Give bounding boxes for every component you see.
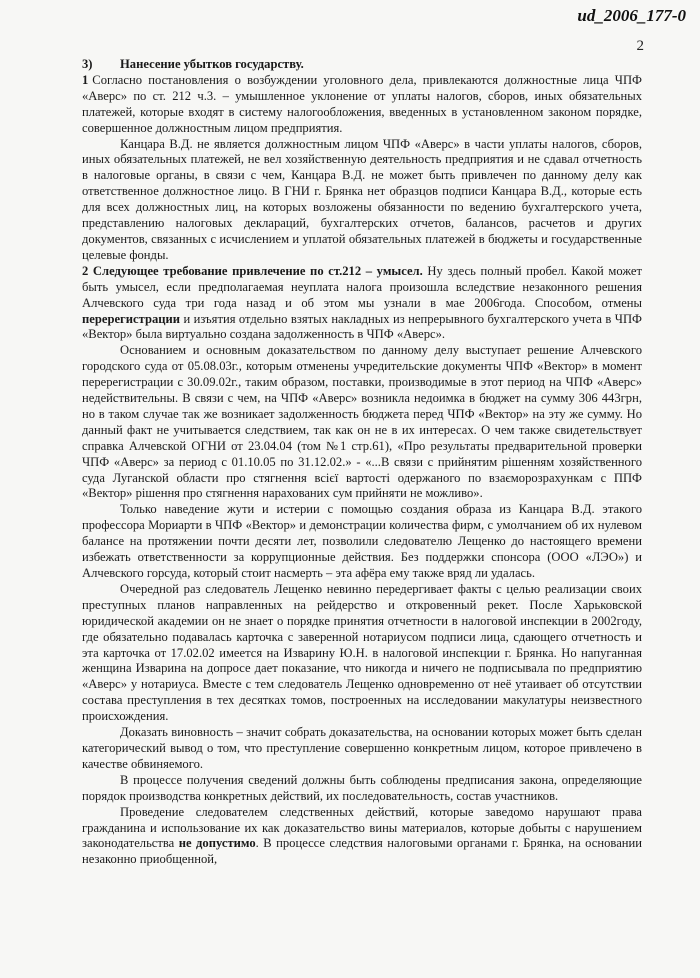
paragraph-6: Очередной раз следователь Лещенко невинно передергивает факты с целью реализации своих преступных планов направленных на рейдерство и откровенный рекет. После Харьковской юридической академии он не знает о порядке принятия отчетности в налоговой инспекции в 2002году, где обязательно подавалась карточка с заверенной нотариусом подписи лица, сдающего отчетность и эта карточка от 17.02.02 имеется на Изварину Ю.Н. в налоговой инспекции г. Брянка. Но напуганная женщина Изварина на допросе дает показание, что никогда и ничего не подписывала по предприятию «Аверс» у нотариуса. Вместе с тем следователь Лещенко одновременно от неё утаивает об отсутствии состава преступления в тех десятках томов, построенных на исследовании макулатуры неизвестного происхождения. <box>82 581 642 724</box>
paragraph-9 <box>82 805 642 869</box>
document-body <box>82 57 642 868</box>
paragraph-4: Основанием и основным доказательством по данному делу выступает решение Алчевского городского суда от 05.08.03г., которым отменены учредительские документы ЧПФ «Вектор» в момент перерегистрации с 30.09.02г., таким образом, поставки, производимые в этот период на ЧПФ «Аверс» недействительны. В связи с чем, на ЧПФ «Аверс» возникла недоимка в бюджет на сумму 306 443грн, но в таком случае так же возникает задолженность бюджета перед ЧПФ «Вектор» на эту же сумму. Но данный факт не учитывается следствием, так как он не в их интересах. О чем также свидетельствует справка Алчевской ОГНИ от 23.04.04 (том №1 стр.61), «Про результаты предварительной проверки ЧПФ «Аверс» за период с 01.10.05 по 31.12.02.» - «...В связи с прийнятим рішенням хозяйственного суда Луганской области про стягнення всієї вартості одержаного по взаєморозрахункам с ППФ «Вектор» рішення про стягнення нарахованих сум прийняти не можливо». <box>82 343 642 501</box>
paragraph-3-bold: перерегистрации <box>82 311 181 326</box>
paragraph-3-text-b: и изъятия отдельно взятых накладных из непрерывного бухгалтерского учета в ЧПФ «Вектор» была виртуально создана задолженность в ЧПФ «Аверс». <box>82 311 642 342</box>
section-number: 3) <box>82 57 93 71</box>
paragraph-3-heading: 2 Следующее требование привлечение по ст.212 – умысел. <box>82 263 423 278</box>
paragraph-9-text-a: Проведение следователем следственных действий, которые заведомо нарушают права гражданина и использование их как доказательство вины материалов, которые добыты с нарушением законодательства <box>82 804 642 851</box>
paragraph-7: Доказать виновность – значит собрать доказательства, на основании которых может быть сделан категорический вывод о том, что преступление совершенно конкретным лицом, которое привлечено в качестве обвиняемого. <box>82 725 642 771</box>
paragraph-8: В процессе получения сведений должны быть соблюдены предписания закона, определяющие порядок производства конкретных действий, их последовательность, состав участников. <box>82 772 642 803</box>
paragraph-1 <box>82 73 642 137</box>
paragraph-3-text-a: Ну здесь полный пробел. Какой может быть умысел, если предполагаемая неуплата налога произошла вследствие незаконного решения Алчевского суда три года назад и об этом мы узнали в мае 2006года. Способом, отмены <box>82 263 642 310</box>
page-number: 2 <box>636 38 644 54</box>
paragraph-5: Только наведение жути и истерии с помощью создания образа из Канцара В.Д. этакого профессора Мориарти в ЧПФ «Вектор» и демонстрации количества фирм, с умолчанием об их нулевом балансе на протяжении почти десяти лет, позволили следователю Лещенко до настоящего времени избежать ответственности за коррупционные действия. Без поддержки спонсора (ООО «ЛЭО») и Алчевского горсуда, который стоит насмерть – эта афёра ему также вряд ли удалась. <box>82 502 642 580</box>
paragraph-1-text: Согласно постановления о возбуждении уголовного дела, привлекаются должностные лица ЧПФ «Аверс» по ст. 212 ч.3. – умышленное уклонение от уплаты налогов, сборов, иных обязательных платежей, которые входят в систему налогообложения, введенных в установленном законом порядке, совершенное должностным лицом предприятия. <box>82 72 642 135</box>
document-id: ud_2006_177-0 <box>577 6 686 25</box>
paragraph-9-bold: не допустимо <box>178 836 256 851</box>
section-heading <box>82 57 642 73</box>
paragraph-2: Канцара В.Д. не является должностным лицом ЧПФ «Аверс» в части уплаты налогов, сборов, иных обязательных платежей, не вел хозяйственную деятельность предприятия и не сдавал отчетность в налоговые органы, в связи с чем, Канцара В.Д. не может быть привлечен по данному делу как ответственное должностное лицо. В ГНИ г. Брянка нет образцов подписи Канцара В.Д., которые есть для всех должностных лиц, на которых возложены обязанности по ведению бухгалтерского учета, представлению налоговых деклараций, бухгалтерских отчетов, балансов, расчетов и других документов, связанных с исчислением и уплатой обязательных платежей в бюджеты и государственные целевые фонды. <box>82 136 642 262</box>
paragraph-3 <box>82 264 642 344</box>
paragraph-1-number: 1 <box>82 72 89 87</box>
paragraph-9-text-b: . В процессе следствия налоговыми органами г. Брянка, на основании незаконно приобщенной, <box>82 836 643 867</box>
section-title: Нанесение убытков государству. <box>120 57 304 71</box>
